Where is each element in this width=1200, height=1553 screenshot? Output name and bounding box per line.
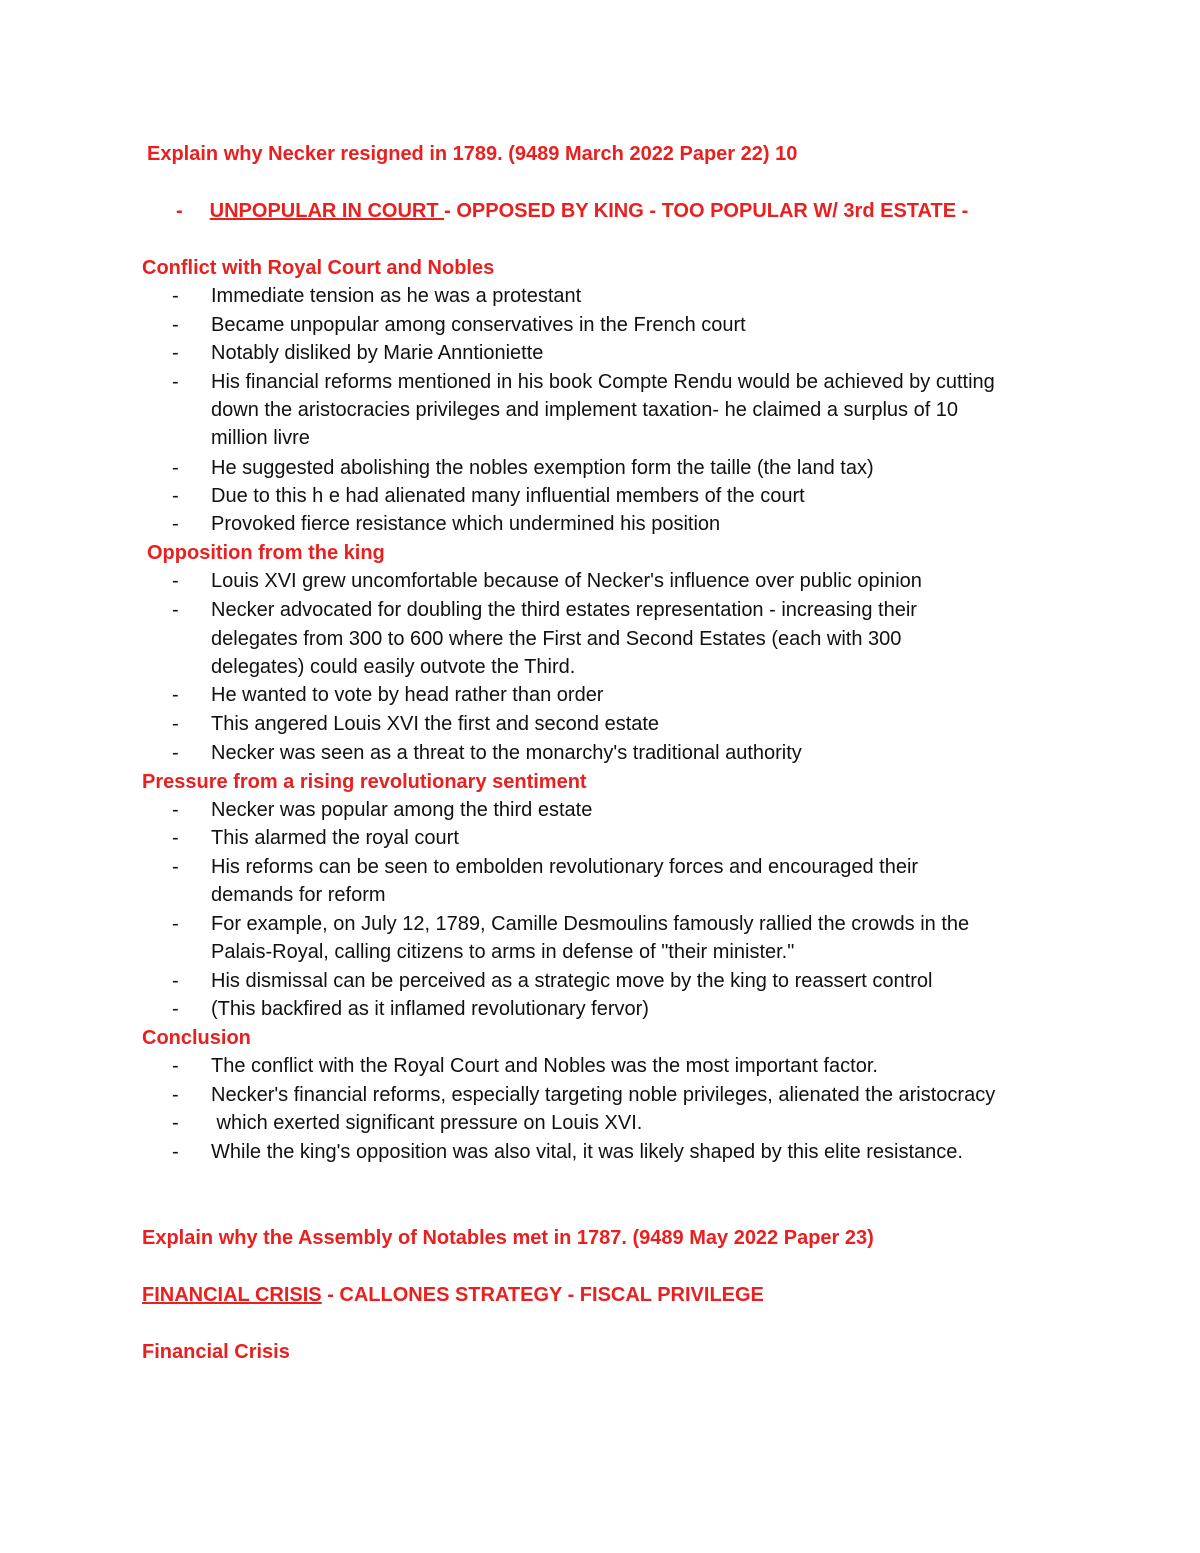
bullet-dash: - — [172, 1141, 179, 1163]
bullet-dash: - — [172, 599, 179, 621]
bullet-dash: - — [172, 314, 179, 336]
list-item: He suggested abolishing the nobles exemption form the taille (the land tax) — [211, 457, 874, 479]
list-item: The conflict with the Royal Court and Nobles was the most important factor. — [211, 1055, 878, 1077]
list-item-continuation: million livre — [211, 427, 310, 449]
list-item-continuation: down the aristocracies privileges and implement taxation- he claimed a surplus of 10 — [211, 399, 959, 421]
list-item: His reforms can be seen to embolden revolutionary forces and encouraged their — [211, 856, 919, 878]
bullet-dash: - — [172, 1084, 179, 1106]
list-item-continuation: delegates) could easily outvote the Third. — [211, 656, 576, 678]
section-heading-royal-court: Conflict with Royal Court and Nobles — [142, 257, 495, 279]
list-item: For example, on July 12, 1789, Camille Desmoulins famously rallied the crowds in the — [211, 913, 970, 935]
summary-underlined: FINANCIAL CRISIS — [142, 1284, 322, 1306]
summary-rest: - CALLONES STRATEGY - FISCAL PRIVILEGE — [321, 1284, 764, 1306]
list-item: Due to this h e had alienated many influential members of the court — [211, 485, 805, 507]
bullet-dash: - — [172, 998, 179, 1020]
list-item: Necker was seen as a threat to the monarchy's traditional authority — [211, 742, 802, 764]
bullet-dash: - — [172, 799, 179, 821]
bullet-dash: - — [172, 913, 179, 935]
list-item: His dismissal can be perceived as a strategic move by the king to reassert control — [211, 970, 933, 992]
bullet-dash: - — [172, 742, 179, 764]
bullet-dash: - — [172, 827, 179, 849]
list-item-continuation: delegates from 300 to 600 where the First and Second Estates (each with 300 — [211, 628, 902, 650]
bullet-dash: - — [172, 570, 179, 592]
list-item: Became unpopular among conservatives in the French court — [211, 314, 746, 336]
list-item: His financial reforms mentioned in his book Compte Rendu would be achieved by cutting — [211, 371, 995, 393]
list-item: While the king's opposition was also vital, it was likely shaped by this elite resistance. — [211, 1141, 963, 1163]
question-1-summary — [176, 197, 968, 225]
bullet-dash: - — [172, 684, 179, 706]
list-item: Necker advocated for doubling the third estates representation - increasing their — [211, 599, 917, 621]
list-item-continuation: Palais-Royal, calling citizens to arms in defense of "their minister." — [211, 941, 795, 963]
section-heading-revolutionary: Pressure from a rising revolutionary sentiment — [142, 771, 587, 793]
question-2-summary — [142, 1281, 764, 1309]
summary-dash: - — [176, 200, 183, 222]
bullet-dash: - — [172, 485, 179, 507]
section-heading-conclusion: Conclusion — [142, 1027, 251, 1049]
list-item: Immediate tension as he was a protestant — [211, 285, 582, 307]
bullet-dash: - — [172, 856, 179, 878]
list-item: This angered Louis XVI the first and second estate — [211, 713, 660, 735]
question-2-title: Explain why the Assembly of Notables met in 1787. (9489 May 2022 Paper 23) — [142, 1227, 874, 1249]
bullet-dash: - — [172, 457, 179, 479]
section-heading-king: Opposition from the king — [147, 542, 385, 564]
bullet-dash: - — [172, 713, 179, 735]
list-item: (This backfired as it inflamed revolutionary fervor) — [211, 998, 649, 1020]
list-item: Necker's financial reforms, especially targeting noble privileges, alienated the aristocracy — [211, 1084, 996, 1106]
summary-rest: - OPPOSED BY KING - TOO POPULAR W/ 3rd ESTATE - — [444, 200, 969, 222]
section-heading-financial-crisis: Financial Crisis — [142, 1341, 290, 1363]
list-item-continuation: demands for reform — [211, 884, 386, 906]
list-item: He wanted to vote by head rather than order — [211, 684, 604, 706]
list-item: which exerted significant pressure on Louis XVI. — [211, 1112, 643, 1134]
list-item: This alarmed the royal court — [211, 827, 459, 849]
bullet-dash: - — [172, 970, 179, 992]
list-item: Necker was popular among the third estate — [211, 799, 593, 821]
bullet-dash: - — [172, 342, 179, 364]
question-1-title: Explain why Necker resigned in 1789. (9489 March 2022 Paper 22) 10 — [147, 143, 798, 165]
bullet-dash: - — [172, 371, 179, 393]
list-item: Louis XVI grew uncomfortable because of Necker's influence over public opinion — [211, 570, 922, 592]
list-item: Notably disliked by Marie Anntioniette — [211, 342, 544, 364]
bullet-dash: - — [172, 285, 179, 307]
list-item: Provoked fierce resistance which undermined his position — [211, 513, 721, 535]
summary-underlined: UNPOPULAR IN COURT — [209, 200, 445, 222]
bullet-dash: - — [172, 1112, 179, 1134]
bullet-dash: - — [172, 1055, 179, 1077]
bullet-dash: - — [172, 513, 179, 535]
